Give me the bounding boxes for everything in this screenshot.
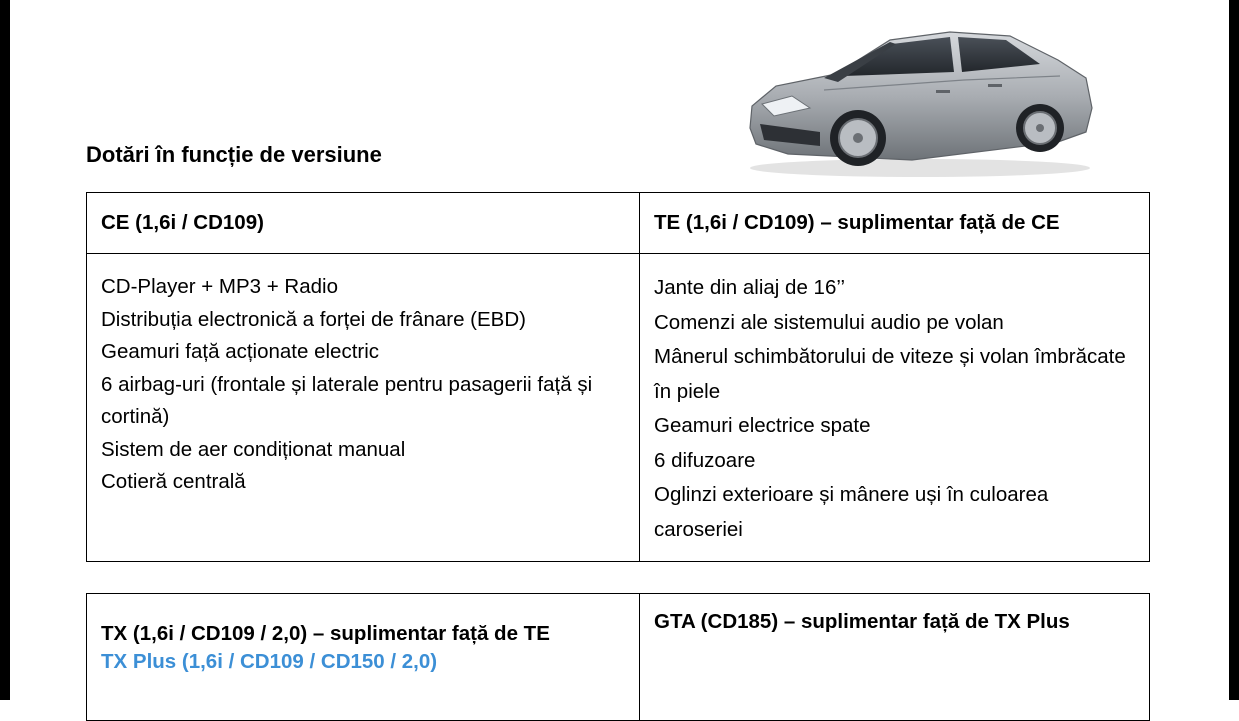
ce-item: Cotieră centrală [101, 470, 246, 493]
ce-item: CD-Player + MP3 + Radio [101, 275, 338, 298]
te-item: Comenzi ale sistemului audio pe volan [654, 310, 1004, 334]
car-image [740, 20, 1098, 180]
te-item: Jante din aliaj de 16’’ [654, 276, 846, 299]
tx-header: TX (1,6i / CD109 / 2,0) – suplimentar față de TE [101, 622, 550, 645]
tx-header-cell [87, 594, 640, 721]
te-item: 6 difuzoare [654, 448, 756, 472]
te-item: Oglinzi exterioare și mânere uși în culoarea caroseriei [654, 483, 1049, 541]
section-title: Dotări în funcție de versiune [86, 142, 382, 167]
ce-item: 6 airbag-uri (frontale și laterale pentru pasagerii față și cortină) [101, 372, 593, 428]
tx-plus-subheader: TX Plus (1,6i / CD109 / CD150 / 2,0) [101, 650, 438, 673]
versions-table-2 [86, 593, 1150, 721]
right-frame-bar [1229, 0, 1239, 700]
ce-header: CE (1,6i / CD109) [87, 193, 640, 254]
te-item: Geamuri electrice spate [654, 414, 871, 437]
te-equipment-cell [640, 254, 1150, 562]
left-frame-bar [0, 0, 10, 700]
ce-equipment-cell [87, 254, 640, 562]
ce-item: Distribuția electronică a forței de frânare (EBD) [101, 307, 526, 331]
gta-header: GTA (CD185) – suplimentar față de TX Plus [640, 594, 1150, 721]
te-header: TE (1,6i / CD109) – suplimentar față de CE [640, 193, 1150, 254]
ce-item: Sistem de aer condiționat manual [101, 437, 406, 461]
versions-table-1 [86, 192, 1150, 562]
ce-item: Geamuri față acționate electric [101, 340, 380, 363]
te-item: Mânerul schimbătorului de viteze și volan îmbrăcate în piele [654, 345, 1126, 403]
